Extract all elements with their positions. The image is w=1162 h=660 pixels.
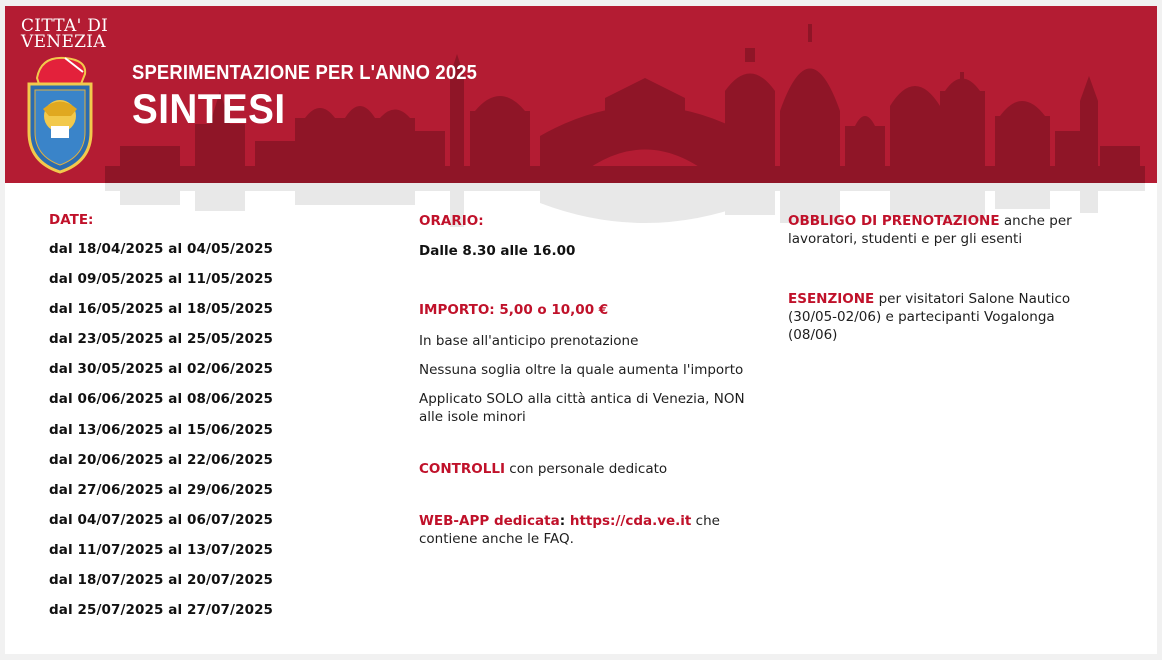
info-column <box>419 212 749 548</box>
importo-note-1: In base all'anticipo prenotazione <box>419 333 639 349</box>
date-item: dal 13/06/2025 al 15/06/2025 <box>49 421 274 438</box>
venice-crest-icon <box>21 54 99 174</box>
subtitle: SPERIMENTAZIONE PER L'ANNO 2025 <box>132 62 478 84</box>
header-banner <box>5 6 1157 183</box>
orario-label: ORARIO: <box>419 213 484 229</box>
esenzione-text: per visitatori Salone Nautico (30/05-02/06) e partecipanti Vogalonga (08/06) <box>788 291 1071 343</box>
importo-note-2: Nessuna soglia oltre la quale aumenta l'importo <box>419 362 744 378</box>
dates-column <box>49 212 349 625</box>
notes-column <box>788 212 1108 344</box>
webapp-colon: : <box>559 513 570 529</box>
webapp-label: WEB-APP dedicata <box>419 513 560 529</box>
date-item: dal 20/06/2025 al 22/06/2025 <box>49 451 274 468</box>
controlli-label: CONTROLLI <box>419 461 505 477</box>
obbligo-paragraph <box>788 212 1108 248</box>
dates-list <box>49 234 349 625</box>
date-item: dal 18/04/2025 al 04/05/2025 <box>49 241 274 257</box>
date-item: dal 09/05/2025 al 11/05/2025 <box>49 271 274 288</box>
esenzione-paragraph <box>788 290 1108 344</box>
date-item: dal 11/07/2025 al 13/07/2025 <box>49 541 274 558</box>
controlli-paragraph <box>419 460 749 478</box>
city-logo <box>19 18 109 178</box>
webapp-link[interactable]: https://cda.ve.it <box>569 513 692 529</box>
date-item: dal 25/07/2025 al 27/07/2025 <box>49 602 274 619</box>
dates-label: DATE: <box>49 212 94 228</box>
logo-text-line1: CITTA' DI <box>21 16 109 36</box>
obbligo-text: anche per lavoratori, studenti e per gli esenti <box>788 213 1072 247</box>
page-title: SINTESI <box>132 85 286 132</box>
importo-note-3: Applicato SOLO alla città antica di Venezia, NON alle isole minori <box>419 391 745 425</box>
obbligo-label: OBBLIGO DI PRENOTAZIONE <box>788 213 1000 229</box>
webapp-paragraph <box>419 512 749 548</box>
orario-value: Dalle 8.30 alle 16.00 <box>419 243 576 259</box>
date-item: dal 18/07/2025 al 20/07/2025 <box>49 572 274 589</box>
webapp-text: che contiene anche le FAQ. <box>419 513 720 547</box>
date-item: dal 06/06/2025 al 08/06/2025 <box>49 391 274 408</box>
date-item: dal 27/06/2025 al 29/06/2025 <box>49 481 274 498</box>
logo-text <box>19 18 111 50</box>
date-item: dal 16/05/2025 al 18/05/2025 <box>49 301 274 318</box>
esenzione-label: ESENZIONE <box>788 291 875 307</box>
date-item: dal 30/05/2025 al 02/06/2025 <box>49 361 274 378</box>
logo-text-line2: VENEZIA <box>21 32 106 52</box>
date-item: dal 23/05/2025 al 25/05/2025 <box>49 331 274 348</box>
slide <box>5 6 1157 654</box>
controlli-text: con personale dedicato <box>505 461 668 477</box>
title-block <box>132 62 507 131</box>
date-item: dal 04/07/2025 al 06/07/2025 <box>49 511 274 528</box>
importo-label: IMPORTO: 5,00 o 10,00 € <box>419 302 609 318</box>
